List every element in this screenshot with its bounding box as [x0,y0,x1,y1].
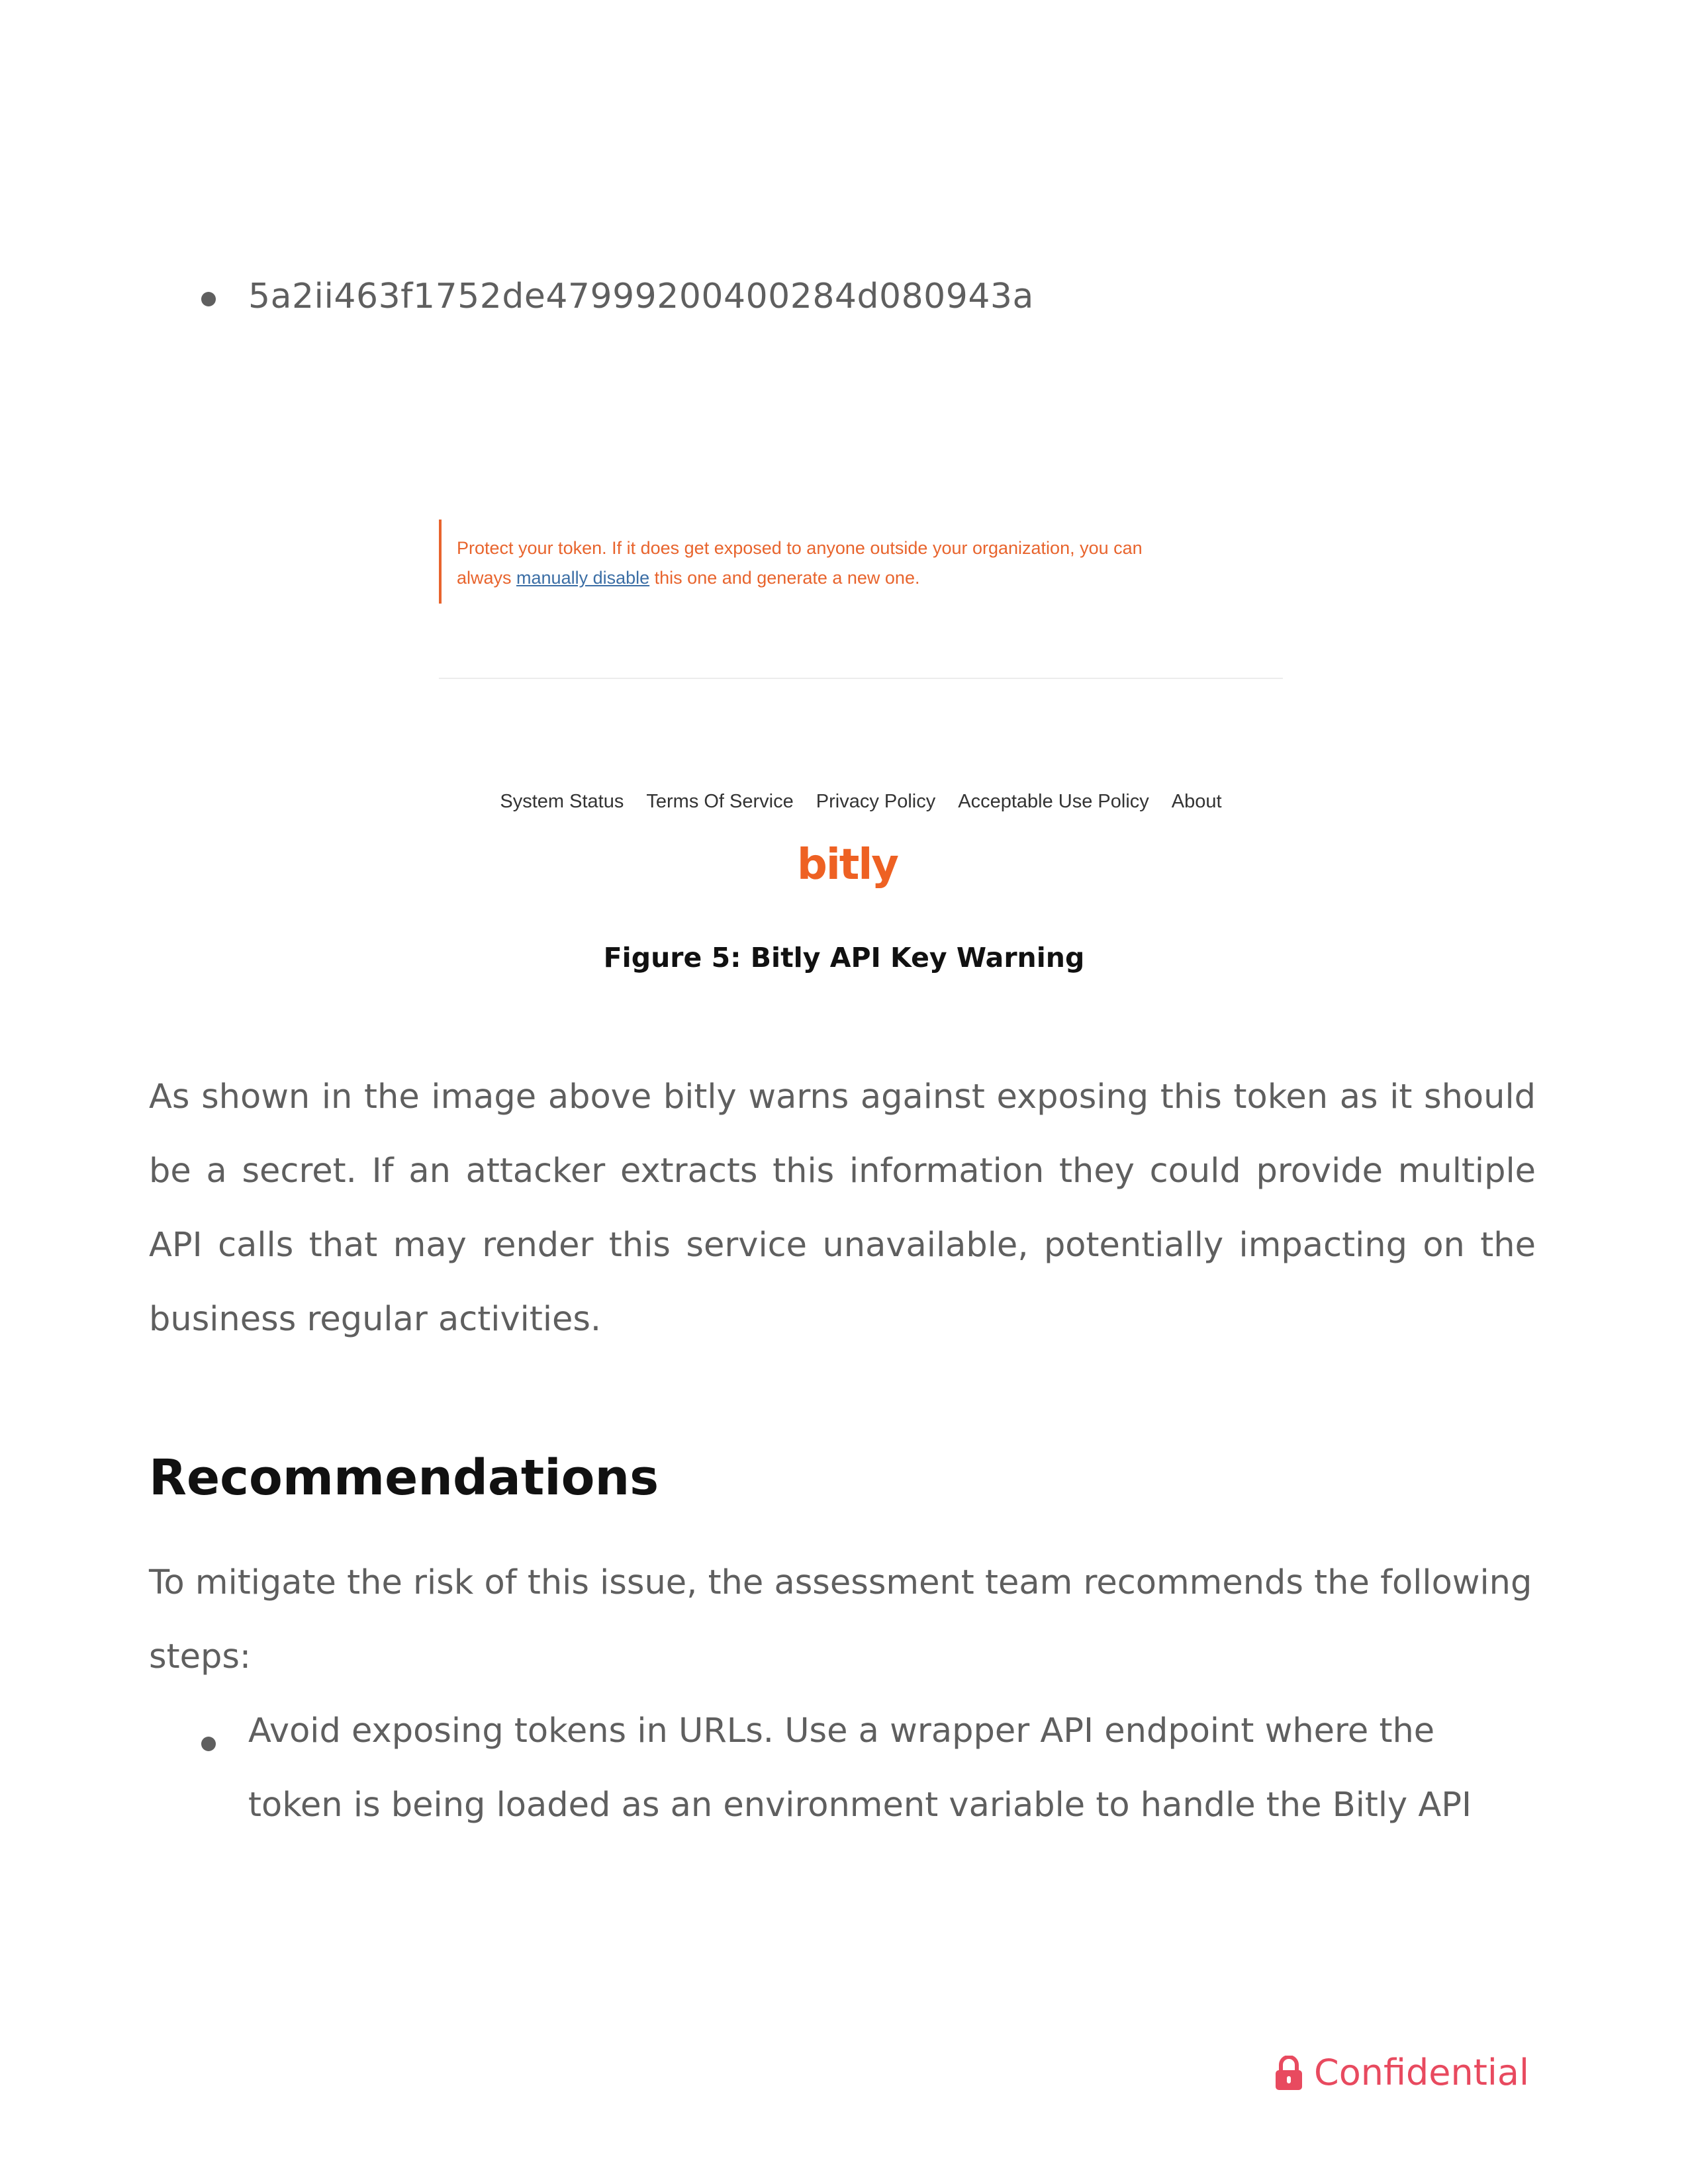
api-token-text: 5a2ii463f1752de47999200400284d080943a [248,277,1034,316]
manually-disable-link[interactable]: manually disable [516,568,650,588]
bullet-dot [201,1737,216,1751]
recommendation-item: Avoid exposing tokens in URLs. Use a wrapper API endpoint where the token is being loaded as an environment variable to handle the Bitly API [248,1711,1472,1825]
warning-line-1: Protect your token. If it does get exposed to anyone outside your organization, you can [457,538,1143,558]
footer-link-system-status[interactable]: System Status [500,791,624,812]
footer-link-privacy[interactable]: Privacy Policy [816,791,936,812]
section-heading: Recommendations [149,1449,659,1506]
figure-caption: Figure 5: Bitly API Key Warning [603,942,1085,974]
warning-suffix: this one and generate a new one. [649,568,920,588]
bitly-logo: bitly [797,841,898,889]
confidential-label [1274,2052,1529,2093]
warning-prefix: always [457,568,517,588]
figure-divider [439,678,1283,679]
footer-link-terms[interactable]: Terms Of Service [646,791,794,812]
warning-accent-bar [439,520,442,604]
confidential-text: Confidential [1314,2052,1529,2093]
body-paragraph: As shown in the image above bitly warns against exposing this token as it should be a secret. If an attacker extracts this information they could provide multiple API calls that may render this service unavailable, potentially impacting on the business regular activities. [149,1077,1536,1339]
bitly-footer-links [439,791,1283,813]
lock-icon [1274,2056,1303,2090]
token-warning-message [457,533,1251,593]
footer-link-acceptable-use[interactable]: Acceptable Use Policy [958,791,1149,812]
recommendations-intro: To mitigate the risk of this issue, the assessment team recommends the following steps: [149,1563,1532,1676]
bullet-dot [201,292,216,306]
footer-link-about[interactable]: About [1171,791,1222,812]
